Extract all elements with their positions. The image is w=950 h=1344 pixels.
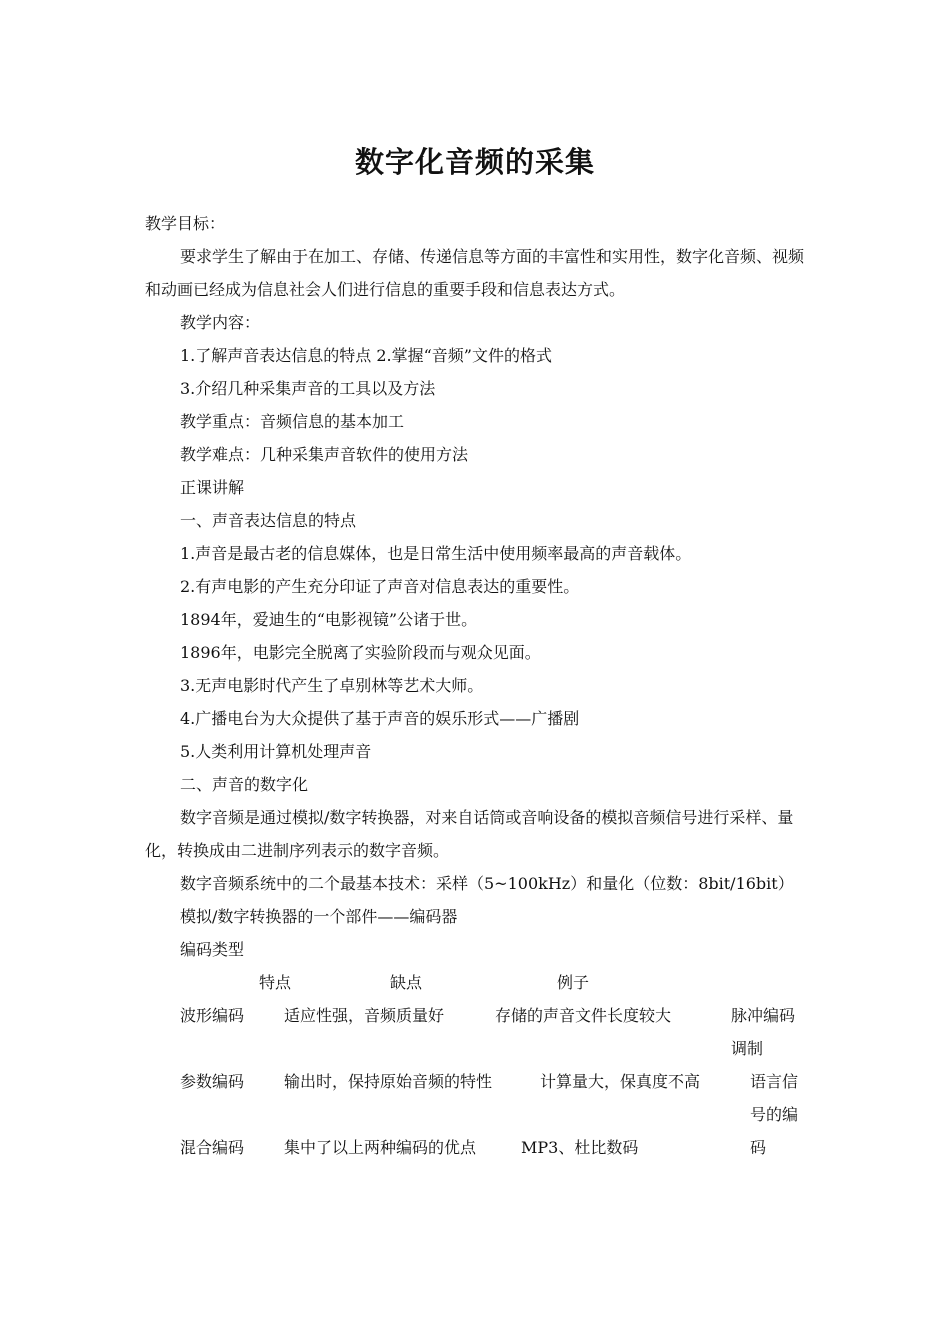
key-point: 教学重点：音频信息的基本加工 (180, 412, 405, 431)
document-body (145, 207, 805, 1164)
table-header-row (145, 966, 805, 999)
table-cell-example: MP3、杜比数码 (521, 1138, 639, 1157)
content-heading: 教学内容： (180, 313, 261, 332)
table-cell-feature: 输出时，保持原始音频的特性 (284, 1072, 493, 1091)
table-cell-example: 语言信号的编码 (750, 1072, 799, 1157)
table-cell-drawback: 计算量大，保真度不高 (540, 1072, 701, 1091)
table-cell-type: 波形编码 (180, 1006, 245, 1025)
list-item: 1896年，电影完全脱离了实验阶段而与观众见面。 (180, 643, 541, 662)
section-heading: 二、声音的数字化 (180, 775, 309, 794)
list-item: 5.人类利用计算机处理声音 (180, 742, 372, 761)
lecture-heading: 正课讲解 (180, 478, 245, 497)
goal-heading: 教学目标： (145, 214, 226, 233)
table-cell-drawback: 存储的声音文件长度较大 (495, 1006, 672, 1025)
table-cell-type: 混合编码 (180, 1138, 245, 1157)
list-item: 4.广播电台为大众提供了基于声音的娱乐形式——广播剧 (180, 709, 580, 728)
table-header-cell: 缺点 (390, 973, 423, 992)
page-title: 数字化音频的采集 (354, 145, 595, 179)
paragraph: 模拟/数字转换器的一个部件——编码器 (180, 907, 458, 926)
table-cell-type: 参数编码 (180, 1072, 245, 1091)
content-item: 3.介绍几种采集声音的工具以及方法 (180, 379, 436, 398)
table-cell-example: 脉冲编码调制 (731, 1006, 796, 1058)
table-header-cell: 特点 (259, 973, 292, 992)
difficult-point: 教学难点：几种采集声音软件的使用方法 (180, 445, 469, 464)
table-header-cell: 例子 (557, 973, 590, 992)
paragraph: 数字音频是通过模拟/数字转换器，对来自话筒或音响设备的模拟音频信号进行采样、量化，转换成由二进制序列表示的数字音频。 (145, 808, 794, 860)
coding-heading: 编码类型 (180, 940, 245, 959)
list-item: 3.无声电影时代产生了卓别林等艺术大师。 (180, 676, 484, 695)
list-item: 1894年，爱迪生的“电影视镜”公诸于世。 (180, 610, 478, 629)
list-item: 1.声音是最古老的信息媒体，也是日常生活中使用频率最高的声音载体。 (180, 544, 692, 563)
paragraph: 数字音频系统中的二个最基本技术：采样（5~100kHz）和量化（位数：8bit/16bit） (180, 874, 794, 893)
section-heading: 一、声音表达信息的特点 (180, 511, 357, 530)
list-item: 2.有声电影的产生充分印证了声音对信息表达的重要性。 (180, 577, 580, 596)
table-cell-feature: 集中了以上两种编码的优点 (284, 1138, 477, 1157)
table-row (145, 1131, 805, 1164)
table-row (145, 999, 805, 1065)
content-item: 1.了解声音表达信息的特点 2.掌握“音频”文件的格式 (180, 346, 552, 365)
table-cell-feature: 适应性强，音频质量好 (284, 1006, 445, 1025)
goal-text: 要求学生了解由于在加工、存储、传递信息等方面的丰富性和实用性，数字化音频、视频和动画已经成为信息社会人们进行信息的重要手段和信息表达方式。 (145, 247, 805, 299)
